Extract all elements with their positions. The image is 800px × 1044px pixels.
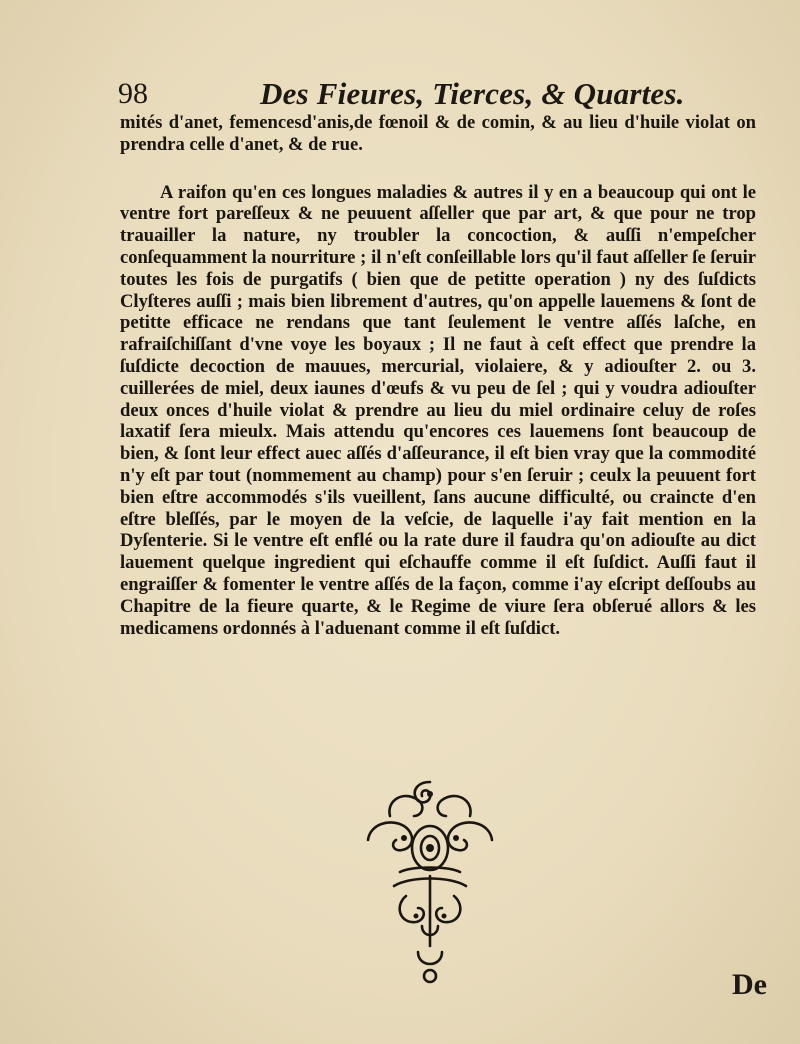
fleuron-ornament-icon — [360, 776, 500, 1016]
paragraph-main: A raifon qu'en ces longues maladies & autres il y en a beaucoup qui ont le ventre fort pareſſeux & ne peuuent aſſeller que par art, & que pour ne trop trauailler la nature, ny troubler la concoction, & auſſi n'empeſcher conſequamment la nourriture ; il n'eſt conſeillable lors qu'il faut aſſeller ſe ſeruir toutes les fois de purgatifs ( bien que de petitte operation ) ny des ſuſdicts Clyſteres auſſi ; mais bien librement d'autres, qu'on appelle lauemens & ſont de petitte efficace ne rendans que tant ſeulement le ventre aſſés laſche, en rafraiſchiſſant d'vne voye les boyaux ; Il ne faut à ceſt effect que prendre la ſuſdicte decoction de mauues, mercurial, violaiere, & y adiouſter 2. ou 3. cuillerées de miel, deux iaunes d'œufs & vu peu de ſel ; qui y voudra adiouſter deux onces d'huile violat & prendre au lieu du miel ordinaire celuy de roſes laxatif ſera mieulx. Mais attendu qu'encores ces lauemens ſont beaucoup de bien, & ſont leur effect auec aſſés d'aſſeurance, il eſt bien vray que la commodité n'y eſt par tout (nommement au champ) pour s'en ſeruir ; ceulx la peuuent fort bien eſtre accommodés s'ils vueillent, ſans aucune difficulté, ou craincte d'en eſtre bleſſés, par le moyen de la veſcie, de laquelle i'ay fait mention en la Dyſenterie. Si le ventre eſt enflé ou la rate dure il faudra qu'on adiouſte au dict lauement quelque ingredient qui eſchauffe comme il eſt ſuſdict. Auſſi faut il engraiſſer & fomenter le ventre aſſés de la façon, comme i'ay eſcript deſſoubs au Chapitre de la fieure quarte, & le Regime de viure ſera obſerué allors & les medicamens ordonnés à l'aduenant comme il eſt ſuſdict. — [120, 181, 756, 639]
page-number: 98 — [118, 77, 148, 110]
body-text — [120, 112, 756, 639]
paragraph-continuation: mités d'anet, femencesd'anis,de fœnoil & de comin, & au lieu d'huile violat on prendra celle d'anet, & de rue. — [120, 112, 756, 155]
page-header — [118, 74, 758, 114]
catchword: De — [732, 968, 767, 1001]
running-title: Des Fieures, Tierces, & Quartes. — [260, 76, 685, 111]
